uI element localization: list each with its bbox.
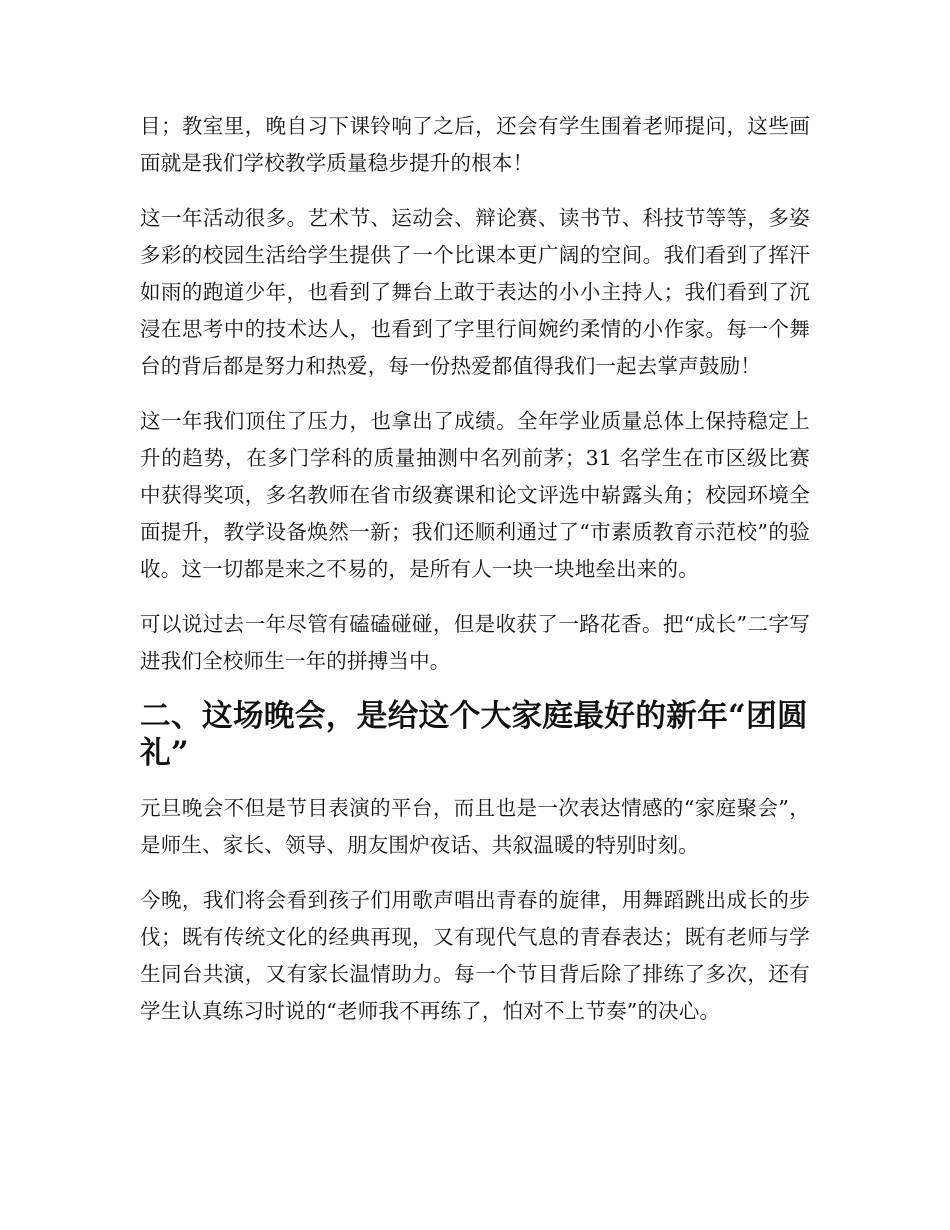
paragraph-gala-purpose: 元旦晚会不但是节目表演的平台，而且也是一次表达情感的“家庭聚会”，是师生、家长、领导、朋友围炉夜话、共叙温暖的特别时刻。 [140, 796, 810, 857]
paragraph-summary: 可以说过去一年尽管有磕磕碰碰，但是收获了一路花香。把“成长”二字写进我们全校师生一年的拼搏当中。 [140, 612, 810, 673]
paragraph-gala-program: 今晚，我们将会看到孩子们用歌声唱出青春的旋律，用舞蹈跳出成长的步伐；既有传统文化的经典再现，又有现代气息的青春表达；既有老师与学生同台共演，又有家长温情助力。每一个节目背后除了排练了多次，还有学生认真练习时说的“老师我不再练了，怕对不上节奏”的决心。 [140, 888, 810, 1023]
paragraph-teaching-quality: 目；教室里，晚自习下课铃响了之后，还会有学生围着老师提问，这些画面就是我们学校教学质量稳步提升的根本！ [140, 114, 810, 175]
paragraph-achievements: 这一年我们顶住了压力，也拿出了成绩。全年学业质量总体上保持稳定上升的趋势，在多门学科的质量抽测中名列前茅；31 名学生在市区级比赛中获得奖项，多名教师在省市级赛课和论文评选中崭露头角；校园环境全面提升，教学设备焕然一新；我们还顺利通过了“市素质教育示范校”的验收。这一切都是来之不易的，是所有人一块一块地垒出来的。 [140, 409, 810, 581]
document-body [140, 108, 810, 1048]
paragraph-activities: 这一年活动很多。艺术节、运动会、辩论赛、读书节、科技节等等，多姿多彩的校园生活给学生提供了一个比课本更广阔的空间。我们看到了挥汗如雨的跑道少年，也看到了舞台上敢于表达的小小主持人；我们看到了沉浸在思考中的技术达人，也看到了字里行间婉约柔情的小作家。每一个舞台的背后都是努力和热爱，每一份热爱都值得我们一起去掌声鼓励！ [140, 206, 810, 378]
section-heading-2: 二、这场晚会，是给这个大家庭最好的新年“团圆礼” [140, 698, 808, 771]
